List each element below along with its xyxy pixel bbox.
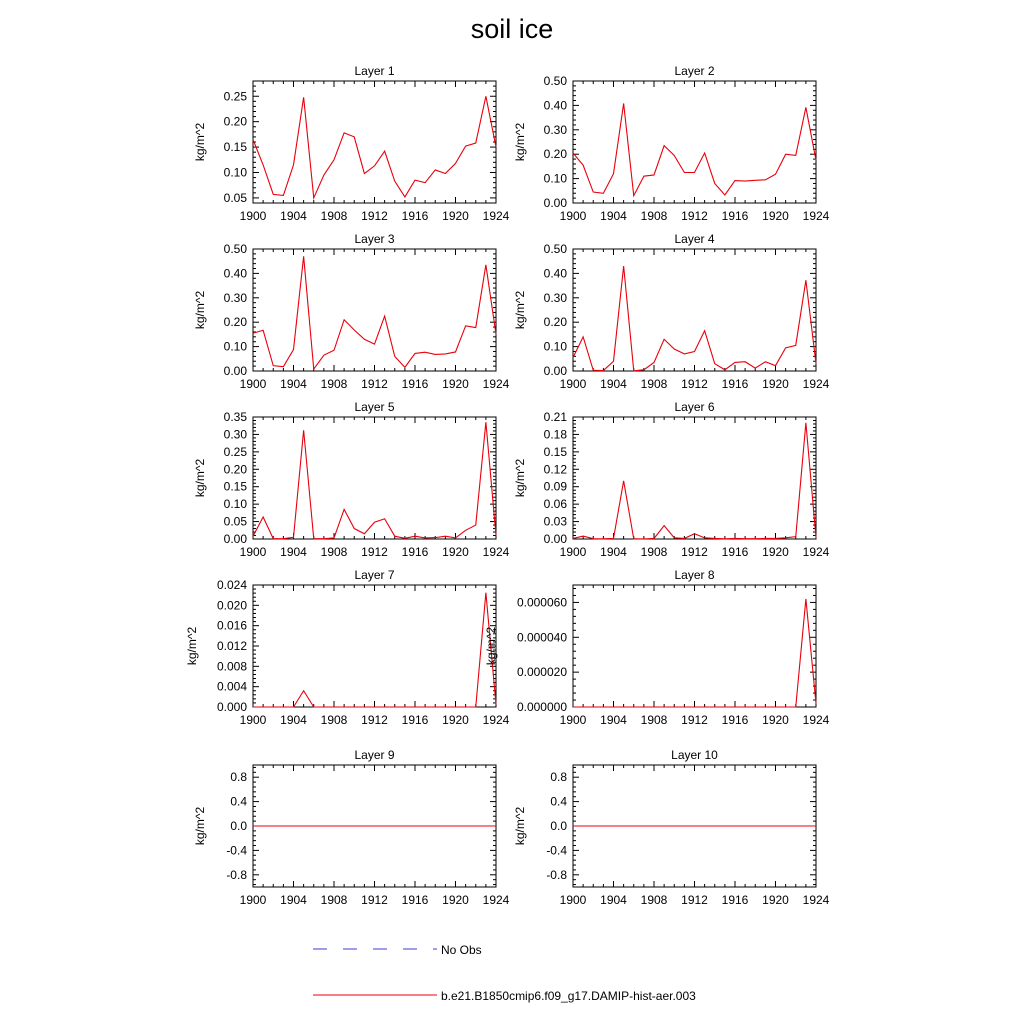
legend-label-no-obs: No Obs bbox=[441, 943, 482, 957]
panel-2-xtick-label: 1920 bbox=[762, 209, 789, 223]
panel-8-ytick-label: 0.000040 bbox=[516, 630, 567, 645]
panel-9-xtick-label: 1904 bbox=[280, 893, 307, 907]
panel-7-ytick-label: 0.008 bbox=[216, 659, 247, 674]
panel-1-xtick-label: 1900 bbox=[239, 209, 267, 223]
panel-5-series-line bbox=[253, 422, 496, 538]
panel-2-title: Layer 2 bbox=[674, 64, 715, 78]
panel-4-xtick-label: 1924 bbox=[802, 377, 830, 391]
panel-5-xtick-label: 1916 bbox=[401, 545, 429, 559]
panel-2-xtick-label: 1900 bbox=[559, 209, 587, 223]
panel-6-xtick-label: 1908 bbox=[640, 545, 668, 559]
panel-6-frame bbox=[573, 417, 816, 539]
panel-4-ytick-label: 0.00 bbox=[543, 364, 567, 378]
panel-3-ytick-label: 0.00 bbox=[223, 364, 247, 378]
panel-8-xtick-label: 1912 bbox=[681, 713, 708, 727]
panel-6-ytick-label: 0.06 bbox=[543, 497, 567, 512]
panel-1-xtick-label: 1920 bbox=[442, 209, 469, 223]
panel-4-ytick-label: 0.40 bbox=[543, 266, 567, 281]
panel-7-ytick-label: 0.016 bbox=[216, 618, 247, 633]
panel-10-xtick-label: 1904 bbox=[600, 893, 627, 907]
panel-3-frame bbox=[253, 249, 496, 371]
panel-9-ytick-label: -0.8 bbox=[226, 867, 247, 882]
panel-1-frame bbox=[253, 81, 496, 203]
panel-9-xtick-label: 1912 bbox=[361, 893, 388, 907]
panel-7-title: Layer 7 bbox=[354, 568, 395, 582]
panel-4-xtick-label: 1908 bbox=[640, 377, 668, 391]
panel-9-ytick-label: -0.4 bbox=[226, 843, 247, 858]
panel-2-xtick-label: 1924 bbox=[802, 209, 830, 223]
panel-3-xtick-label: 1900 bbox=[239, 377, 267, 391]
panel-8-xtick-label: 1908 bbox=[640, 713, 668, 727]
panel-3-ytick-label: 0.10 bbox=[223, 339, 247, 354]
panel-2-ytick-label: 0.20 bbox=[543, 147, 567, 162]
panel-10-xtick-label: 1900 bbox=[559, 893, 587, 907]
panel-5-ytick-label: 0.00 bbox=[223, 532, 247, 546]
panel-7-xtick-label: 1908 bbox=[320, 713, 348, 727]
panel-9-xtick-label: 1920 bbox=[442, 893, 469, 907]
panel-5-ytick-label: 0.15 bbox=[223, 479, 247, 494]
panel-10-ytick-label: 0.0 bbox=[550, 819, 567, 833]
panel-7-frame bbox=[253, 585, 496, 707]
panel-6-ytick-label: 0.03 bbox=[543, 514, 567, 529]
panel-8-series-line bbox=[573, 599, 816, 707]
panel-1-ytick-label: 0.05 bbox=[223, 190, 247, 205]
panel-9-xtick-label: 1924 bbox=[482, 893, 510, 907]
panel-5-xtick-label: 1900 bbox=[239, 545, 267, 559]
panel-7-xtick-label: 1900 bbox=[239, 713, 267, 727]
panel-2-ytick-label: 0.30 bbox=[543, 122, 567, 137]
panel-5-xtick-label: 1904 bbox=[280, 545, 307, 559]
panel-10-xtick-label: 1912 bbox=[681, 893, 708, 907]
panel-3-xtick-label: 1908 bbox=[320, 377, 348, 391]
panel-10-xtick-label: 1908 bbox=[640, 893, 668, 907]
panel-7-ytick-label: 0.020 bbox=[216, 598, 247, 613]
panel-2-xtick-label: 1916 bbox=[721, 209, 749, 223]
panel-10-xtick-label: 1920 bbox=[762, 893, 789, 907]
panel-5-ytick-label: 0.10 bbox=[223, 497, 247, 512]
panel-6-ytick-label: 0.18 bbox=[543, 427, 567, 442]
panel-10-xtick-label: 1916 bbox=[721, 893, 749, 907]
panel-5-frame bbox=[253, 417, 496, 539]
panel-8-ytick-label: 0.000020 bbox=[516, 665, 567, 680]
panel-5-ytick-label: 0.25 bbox=[223, 444, 247, 459]
panel-4-ytick-label: 0.50 bbox=[543, 242, 567, 256]
panel-6-xtick-label: 1916 bbox=[721, 545, 749, 559]
panel-8-frame bbox=[573, 585, 816, 707]
panel-7-xtick-label: 1904 bbox=[280, 713, 307, 727]
panel-9-ytick-label: 0.0 bbox=[230, 819, 247, 833]
panel-1-xtick-label: 1908 bbox=[320, 209, 348, 223]
panel-3-xtick-label: 1916 bbox=[401, 377, 429, 391]
panel-1-ytick-label: 0.15 bbox=[223, 140, 247, 155]
panel-6-title: Layer 6 bbox=[674, 400, 715, 414]
panel-10-ylabel: kg/m^2 bbox=[513, 806, 527, 846]
panel-1-xtick-label: 1904 bbox=[280, 209, 307, 223]
panel-8-xtick-label: 1904 bbox=[600, 713, 627, 727]
panel-10-xtick-label: 1924 bbox=[802, 893, 830, 907]
panel-4-ytick-label: 0.10 bbox=[543, 339, 567, 354]
panel-2-ytick-label: 0.00 bbox=[543, 196, 567, 210]
panel-7-xtick-label: 1916 bbox=[401, 713, 429, 727]
panel-1-ytick-label: 0.20 bbox=[223, 114, 247, 129]
panel-2-xtick-label: 1904 bbox=[600, 209, 627, 223]
panel-6-ytick-label: 0.21 bbox=[543, 410, 567, 424]
panel-7-ylabel: kg/m^2 bbox=[185, 626, 199, 666]
panel-4-xtick-label: 1916 bbox=[721, 377, 749, 391]
panel-1-xtick-label: 1912 bbox=[361, 209, 388, 223]
panel-2-xtick-label: 1908 bbox=[640, 209, 668, 223]
panel-9-ylabel: kg/m^2 bbox=[193, 806, 207, 846]
panel-9-xtick-label: 1900 bbox=[239, 893, 267, 907]
panel-2-series-line bbox=[573, 103, 816, 195]
panel-5-xtick-label: 1920 bbox=[442, 545, 469, 559]
panel-4-xtick-label: 1900 bbox=[559, 377, 587, 391]
panel-8-xtick-label: 1916 bbox=[721, 713, 749, 727]
panel-5-xtick-label: 1912 bbox=[361, 545, 388, 559]
panel-8-ylabel: kg/m^2 bbox=[484, 626, 498, 666]
panel-5-ytick-label: 0.35 bbox=[223, 410, 247, 424]
panel-10-ytick-label: 0.8 bbox=[550, 770, 567, 785]
panel-7-ytick-label: 0.012 bbox=[216, 639, 247, 653]
panel-5-ytick-label: 0.05 bbox=[223, 514, 247, 529]
legend-label-model: b.e21.B1850cmip6.f09_g17.DAMIP-hist-aer.003 bbox=[441, 989, 696, 1003]
panel-6-xtick-label: 1904 bbox=[600, 545, 627, 559]
panel-4-frame bbox=[573, 249, 816, 371]
panel-5-xtick-label: 1908 bbox=[320, 545, 348, 559]
panel-4-ytick-label: 0.30 bbox=[543, 290, 567, 305]
panel-3-ytick-label: 0.40 bbox=[223, 266, 247, 281]
figure-title: soil ice bbox=[470, 14, 554, 44]
panel-7-ytick-label: 0.004 bbox=[216, 679, 247, 694]
panel-3-xtick-label: 1912 bbox=[361, 377, 388, 391]
panel-10-ytick-label: 0.4 bbox=[550, 794, 567, 809]
panel-2-ytick-label: 0.50 bbox=[543, 74, 567, 88]
panel-7-xtick-label: 1920 bbox=[442, 713, 469, 727]
panel-9-xtick-label: 1908 bbox=[320, 893, 348, 907]
panel-4-xtick-label: 1912 bbox=[681, 377, 708, 391]
panel-2-xtick-label: 1912 bbox=[681, 209, 708, 223]
panel-6-ytick-label: 0.00 bbox=[543, 532, 567, 546]
panel-2-frame bbox=[573, 81, 816, 203]
panel-8-xtick-label: 1920 bbox=[762, 713, 789, 727]
panel-5-xtick-label: 1924 bbox=[482, 545, 510, 559]
panel-8-ytick-label: 0.000000 bbox=[516, 700, 567, 714]
panel-7-xtick-label: 1912 bbox=[361, 713, 388, 727]
panel-8-title: Layer 8 bbox=[674, 568, 715, 582]
panel-5-title: Layer 5 bbox=[354, 400, 395, 414]
panel-7-series-line bbox=[253, 593, 496, 707]
panel-1-ytick-label: 0.25 bbox=[223, 89, 247, 104]
panel-5-ytick-label: 0.30 bbox=[223, 427, 247, 442]
panel-3-xtick-label: 1924 bbox=[482, 377, 510, 391]
panel-5-ylabel: kg/m^2 bbox=[193, 458, 207, 498]
panel-6-ytick-label: 0.12 bbox=[543, 462, 567, 477]
panel-1-ylabel: kg/m^2 bbox=[193, 122, 207, 162]
panel-4-ylabel: kg/m^2 bbox=[513, 290, 527, 330]
panel-6-xtick-label: 1900 bbox=[559, 545, 587, 559]
panel-3-ylabel: kg/m^2 bbox=[193, 290, 207, 330]
panel-1-xtick-label: 1916 bbox=[401, 209, 429, 223]
panel-9-xtick-label: 1916 bbox=[401, 893, 429, 907]
panel-1-ytick-label: 0.10 bbox=[223, 165, 247, 180]
panel-3-xtick-label: 1920 bbox=[442, 377, 469, 391]
panel-8-ytick-label: 0.000060 bbox=[516, 595, 567, 610]
panel-4-xtick-label: 1920 bbox=[762, 377, 789, 391]
panel-4-title: Layer 4 bbox=[674, 232, 715, 246]
panel-4-series-line bbox=[573, 266, 816, 371]
panel-4-xtick-label: 1904 bbox=[600, 377, 627, 391]
panel-7-ytick-label: 0.000 bbox=[216, 700, 247, 714]
panel-6-ytick-label: 0.09 bbox=[543, 479, 567, 494]
panel-7-ytick-label: 0.024 bbox=[216, 578, 247, 592]
panel-6-xtick-label: 1912 bbox=[681, 545, 708, 559]
panel-4-ytick-label: 0.20 bbox=[543, 315, 567, 330]
panel-1-title: Layer 1 bbox=[354, 64, 395, 78]
panel-10-ytick-label: -0.4 bbox=[546, 843, 567, 858]
panel-2-ytick-label: 0.40 bbox=[543, 98, 567, 113]
panel-2-ylabel: kg/m^2 bbox=[513, 122, 527, 162]
panel-3-series-line bbox=[253, 256, 496, 369]
panel-6-xtick-label: 1924 bbox=[802, 545, 830, 559]
panel-6-ylabel: kg/m^2 bbox=[513, 458, 527, 498]
panel-9-ytick-label: 0.8 bbox=[230, 770, 247, 785]
panel-5-ytick-label: 0.20 bbox=[223, 462, 247, 477]
panel-3-ytick-label: 0.30 bbox=[223, 290, 247, 305]
panel-6-series-line bbox=[573, 423, 816, 539]
panel-1-xtick-label: 1924 bbox=[482, 209, 510, 223]
panel-1-series-line bbox=[253, 96, 496, 198]
panel-2-ytick-label: 0.10 bbox=[543, 171, 567, 186]
panel-8-xtick-label: 1900 bbox=[559, 713, 587, 727]
panel-6-ytick-label: 0.15 bbox=[543, 444, 567, 459]
panel-7-xtick-label: 1924 bbox=[482, 713, 510, 727]
panel-3-ytick-label: 0.20 bbox=[223, 315, 247, 330]
panel-3-ytick-label: 0.50 bbox=[223, 242, 247, 256]
panel-9-ytick-label: 0.4 bbox=[230, 794, 247, 809]
panel-3-xtick-label: 1904 bbox=[280, 377, 307, 391]
panel-3-title: Layer 3 bbox=[354, 232, 395, 246]
panel-9-title: Layer 9 bbox=[354, 748, 395, 762]
panel-6-xtick-label: 1920 bbox=[762, 545, 789, 559]
panel-10-title: Layer 10 bbox=[671, 748, 718, 762]
panel-8-xtick-label: 1924 bbox=[802, 713, 830, 727]
panel-10-ytick-label: -0.8 bbox=[546, 867, 567, 882]
